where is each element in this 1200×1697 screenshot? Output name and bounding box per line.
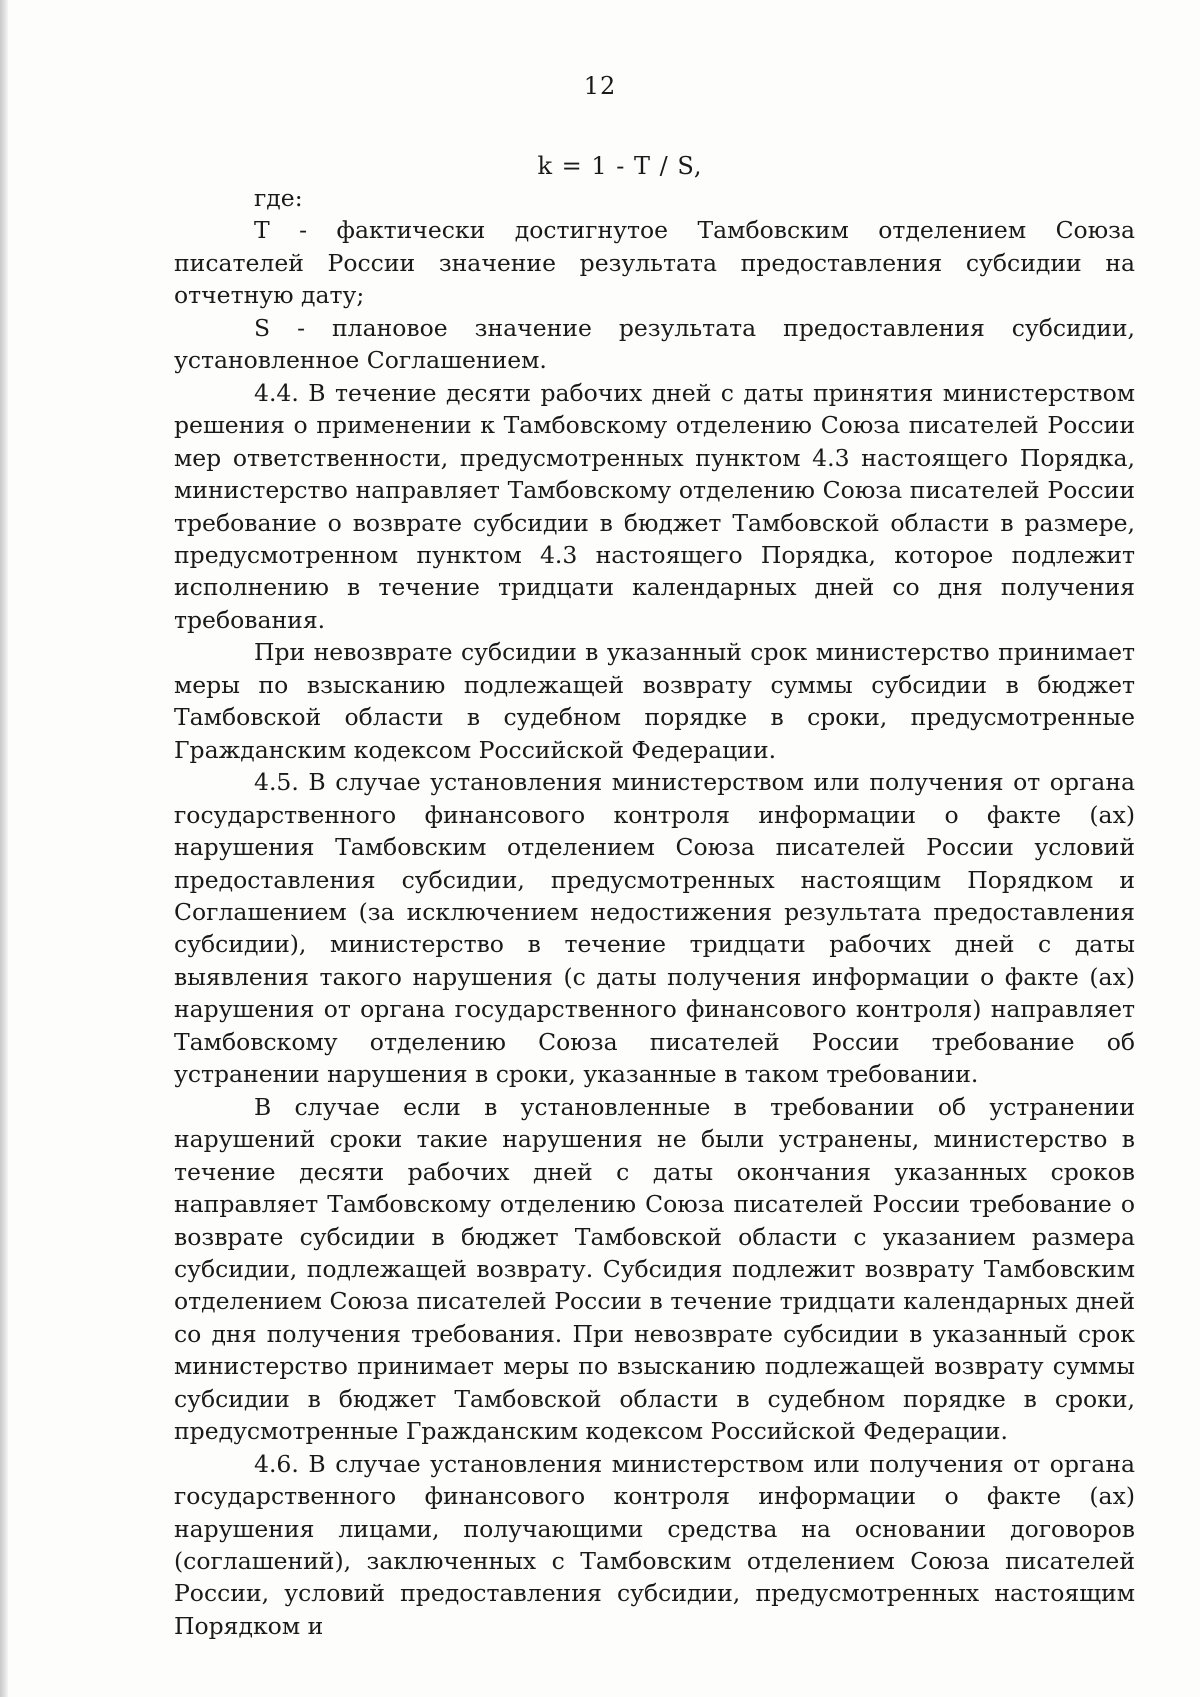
page-number: 12 — [583, 72, 617, 100]
paragraph-definition-t: T - фактически достигнутое Тамбовским отделением Союза писателей России значение результата предоставления субсидии на отчетную дату; — [174, 216, 1135, 310]
paragraph-not-eliminated: В случае если в установленные в требовании об устранении нарушений сроки такие нарушения не были устранены, министерство в течение десяти рабочих дней с даты окончания указанных сроков направляет Тамбовскому отделению Союза писателей России требование о возврате субсидии в бюджет Тамбовской области с указанием размера субсидии, подлежащей возврату. Субсидия подлежит возврату Тамбовским отделением Союза писателей России в течение тридцати календарных дней со дня получения требования. При невозврате субсидии в указанный срок министерство принимает меры по взысканию подлежащей возврату суммы субсидии в бюджет Тамбовской области в судебном порядке в сроки, предусмотренные Гражданским кодексом Российской Федерации. — [174, 1092, 1135, 1446]
paragraph-where: где: — [254, 184, 303, 212]
paragraph-4-5: 4.5. В случае установления министерством или получения от органа государственного финансового контроля информации о факте (ах) нарушения Тамбовским отделением Союза писателей России условий предоставления субсидии, предусмотренных настоящим Порядком и Соглашением (за исключением недостижения результата предоставления субсидии), министерство в течение тридцати рабочих дней с даты выявления такого нарушения (с даты получения информации о факте (ах) нарушения от органа государственного финансового контроля) направляет Тамбовскому отделению Союза писателей России требование об устранении нарушения в сроки, указанные в таком требовании. — [174, 768, 1135, 1089]
paragraph-definition-s: S - плановое значение результата предоставления субсидии, установленное Соглашением. — [174, 313, 1135, 375]
body-text — [174, 182, 1135, 1642]
scan-edge — [0, 0, 8, 1697]
paragraph-non-return: При невозврате субсидии в указанный срок министерство принимает меры по взысканию подлежащей возврату суммы субсидии в бюджет Тамбовской области в судебном порядке в сроки, предусмотренные Гражданским кодексом Российской Федерации. — [174, 638, 1135, 764]
formula: k = 1 - T / S, — [537, 152, 703, 180]
paragraph-4-4: 4.4. В течение десяти рабочих дней с даты принятия министерством решения о применении к Тамбовскому отделению Союза писателей России мер ответственности, предусмотренных пунктом 4.3 настоящего Порядка, министерство направляет Тамбовскому отделению Союза писателей России требование о возврате субсидии в бюджет Тамбовской области в размере, предусмотренном пунктом 4.3 настоящего Порядка, которое подлежит исполнению в течение тридцати календарных дней со дня получения требования. — [174, 378, 1135, 634]
paragraph-4-6: 4.6. В случае установления министерством или получения от органа государственного финансового контроля информации о факте (ах) нарушения лицами, получающими средства на основании договоров (соглашений), заключенных с Тамбовским отделением Союза писателей России, условий предоставления субсидии, предусмотренных настоящим Порядком и — [174, 1449, 1135, 1640]
